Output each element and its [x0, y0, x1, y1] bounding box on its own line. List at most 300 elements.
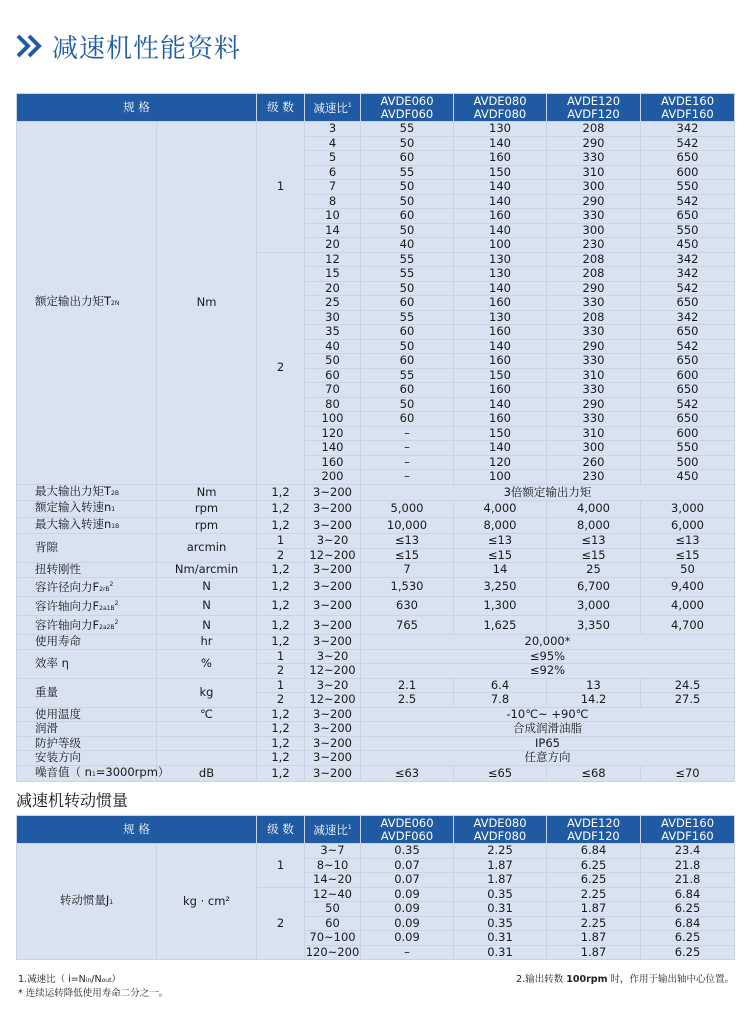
unit-cell: ℃ [157, 707, 257, 722]
double-chevron-right-icon [16, 34, 44, 58]
table-row [17, 707, 735, 722]
table-cell: 140 [305, 441, 361, 456]
unit-cell: N [157, 577, 257, 596]
table-cell: 650 [641, 354, 735, 369]
spec-label: 使用寿命 [17, 635, 157, 650]
table-cell: 120~200 [305, 944, 360, 959]
table-cell: 14 [454, 563, 547, 578]
table-cell: 208 [547, 252, 641, 267]
table-cell: 650 [641, 412, 735, 427]
table-cell: 542 [641, 194, 735, 209]
table-cell: 50 [641, 563, 735, 578]
table-cell: 310 [547, 426, 641, 441]
table-cell: 25 [547, 563, 641, 578]
table-cell: 3 [305, 122, 361, 137]
table-cell: 100 [454, 470, 547, 485]
table-cell: 55 [361, 368, 454, 383]
table-cell: 0.09 [361, 931, 454, 946]
table-cell: 2.25 [454, 844, 547, 859]
table-cell: 160 [305, 455, 361, 470]
unit-cell: Nm/arcmin [157, 563, 257, 578]
table-cell: 1,300 [454, 596, 547, 615]
table-row [17, 534, 735, 549]
footnote-life: * 连续运转降低使用寿命二分之一。 [18, 988, 169, 999]
table-cell: 60 [361, 325, 454, 340]
ratio-cell: 12~200 [305, 664, 361, 679]
stage-cell: 2 [257, 887, 305, 960]
table-cell: 330 [547, 354, 641, 369]
ratio-cell: 3~200 [305, 722, 361, 737]
table-cell: 4 [305, 136, 361, 151]
table-cell: 60 [361, 296, 454, 311]
table-row [17, 484, 735, 501]
table-cell: 208 [547, 267, 641, 282]
table-cell: 550 [641, 180, 735, 195]
spec-label: 效率 η [17, 649, 157, 678]
table-cell: 1.87 [547, 931, 641, 946]
table-cell: 290 [547, 281, 641, 296]
table-cell: 310 [547, 165, 641, 180]
table-row [17, 517, 735, 534]
table-cell: 6.25 [641, 902, 735, 917]
table-row [17, 501, 735, 518]
table-cell: 330 [547, 412, 641, 427]
ratio-cell: 3~200 [305, 616, 361, 635]
page-title-text: 减速机性能资料 [52, 33, 242, 64]
table-cell: 300 [547, 441, 641, 456]
table-cell: ≤15 [641, 548, 735, 563]
table-cell: 290 [547, 339, 641, 354]
table-cell: 15 [305, 267, 361, 282]
table-cell: 24.5 [641, 678, 735, 693]
table-cell: 630 [361, 596, 454, 615]
table-cell: 342 [641, 122, 735, 137]
table-cell: 160 [454, 383, 547, 398]
unit-cell: hr [157, 635, 257, 650]
stage-cell: 1,2 [257, 707, 305, 722]
header-model: AVDE060 AVDF060 [361, 816, 454, 844]
spec-label: 使用温度 [17, 707, 157, 722]
table-cell: 20 [305, 238, 361, 253]
unit-cell: kg · cm² [157, 844, 257, 960]
spec-label: 额定输出力矩T2N [17, 122, 157, 485]
table-cell: 140 [454, 281, 547, 296]
stage-cell: 1,2 [257, 563, 305, 578]
table-row [17, 751, 735, 766]
table-cell: 0.31 [454, 902, 547, 917]
table-cell: 60 [305, 916, 361, 931]
ratio-cell: 3~200 [305, 707, 361, 722]
table-cell: 50 [361, 397, 454, 412]
ratio-cell: 3~200 [305, 563, 361, 578]
unit-cell: N [157, 616, 257, 635]
unit-cell [157, 751, 257, 766]
table-cell: 50 [361, 223, 454, 238]
unit-cell: % [157, 649, 257, 678]
table-cell: 100 [454, 238, 547, 253]
table-cell: 50 [361, 194, 454, 209]
table-cell: 8,000 [547, 517, 641, 534]
table-cell: ≤15 [454, 548, 547, 563]
table-cell: 2.1 [361, 678, 454, 693]
table-cell: 300 [547, 180, 641, 195]
table-cell: 120 [305, 426, 361, 441]
stage-cell: 1 [257, 678, 305, 693]
table-cell: 600 [641, 368, 735, 383]
table-cell: 650 [641, 209, 735, 224]
table-cell: 200 [305, 470, 361, 485]
spec-label: 容许轴向力$F2a2B^2$ [17, 616, 157, 635]
table-cell: 50 [305, 354, 361, 369]
spec-label: 防护等级 [17, 736, 157, 751]
unit-cell: N [157, 596, 257, 615]
table-row [17, 678, 735, 693]
table-cell: 任意方向 [361, 751, 735, 766]
table-cell: 50 [305, 902, 361, 917]
spec-label: 扭转刚性 [17, 563, 157, 578]
stage-cell: 1,2 [257, 616, 305, 635]
page-title [16, 30, 241, 62]
table-cell: 40 [305, 339, 361, 354]
unit-cell: arcmin [157, 534, 257, 563]
stage-cell: 1 [257, 122, 305, 253]
table-cell: 140 [454, 441, 547, 456]
table-cell: 0.09 [361, 902, 454, 917]
stage-cell: 1,2 [257, 765, 305, 782]
table-cell: 40 [361, 238, 454, 253]
table-cell: 4,700 [641, 616, 735, 635]
table-cell: 130 [454, 122, 547, 137]
table-cell: 0.31 [454, 945, 547, 960]
stage-cell: 1 [257, 649, 305, 664]
table-cell: 70~100 [305, 931, 361, 946]
header-ratio: 减速比$^1$ [305, 94, 361, 122]
table-cell: 140 [454, 223, 547, 238]
table-cell: IP65 [361, 736, 735, 751]
table-row [17, 765, 735, 782]
table-cell: 0.07 [361, 873, 454, 888]
header-model: AVDE060 AVDF060 [361, 94, 454, 122]
header-model: AVDE080 AVDF080 [454, 816, 547, 844]
table-cell: – [361, 455, 454, 470]
spec-label: 转动惯量J1 [17, 844, 157, 960]
table-cell: 60 [361, 412, 454, 427]
spec-label: 容许径向力$F2rB^2$ [17, 577, 157, 596]
table-cell: 330 [547, 296, 641, 311]
table-cell: 6.25 [641, 931, 735, 946]
table-cell: ≤68 [547, 765, 641, 782]
table-cell: 150 [454, 426, 547, 441]
table-cell: 130 [454, 267, 547, 282]
table-cell: 342 [641, 252, 735, 267]
table-cell: 300 [547, 223, 641, 238]
table-cell: 10,000 [361, 517, 454, 534]
ratio-cell: 3~200 [305, 577, 361, 596]
table-cell: 合成润滑油脂 [361, 722, 735, 737]
table-cell: 8,000 [454, 517, 547, 534]
header-spec: 规 格 [17, 816, 257, 844]
table-cell: 650 [641, 151, 735, 166]
stage-cell: 1,2 [257, 501, 305, 518]
table-cell: 55 [361, 122, 454, 137]
spec-label: 安装方向 [17, 751, 157, 766]
table-cell: ≤15 [547, 548, 641, 563]
stage-cell: 1,2 [257, 596, 305, 615]
ratio-cell: 3~200 [305, 635, 361, 650]
table-cell: 4,000 [641, 596, 735, 615]
footnote-ratio: 1.减速比（ i=Nin/Nout） [18, 974, 121, 985]
unit-cell: Nm [157, 122, 257, 485]
table-cell: 55 [361, 267, 454, 282]
header-model: AVDE160 AVDF160 [641, 816, 735, 844]
stage-cell: 2 [257, 252, 305, 484]
ratio-cell: 3~20 [305, 649, 361, 664]
table-cell: 160 [454, 151, 547, 166]
table-cell: – [361, 470, 454, 485]
table-cell: ≤13 [361, 534, 454, 549]
table-cell: ≤13 [454, 534, 547, 549]
table-cell: 120 [454, 455, 547, 470]
table-row [17, 844, 735, 859]
table-cell: ≤95% [361, 649, 735, 664]
table-cell: 60 [361, 354, 454, 369]
table-cell: 6.25 [547, 858, 641, 873]
table-cell: 140 [454, 194, 547, 209]
inertia-table [16, 815, 735, 960]
ratio-cell: 3~20 [305, 534, 361, 549]
footnote-speed: 2.输出转数 100rpm 时，作用于输出轴中心位置。 [516, 974, 734, 985]
table-row [17, 736, 735, 751]
table-cell: 0.09 [361, 887, 454, 902]
table-cell: 60 [305, 368, 361, 383]
table-cell: 14.2 [547, 693, 641, 708]
ratio-cell: 12~200 [305, 693, 361, 708]
table-cell: 20 [305, 281, 361, 296]
table-cell: ≤13 [547, 534, 641, 549]
ratio-cell: 3~20 [305, 678, 361, 693]
table-cell: 600 [641, 165, 735, 180]
table-cell: 4,000 [454, 501, 547, 518]
table-cell: 0.35 [454, 916, 547, 931]
table-cell: 140 [454, 136, 547, 151]
table-row [17, 649, 735, 664]
table-cell: 12~40 [305, 887, 361, 902]
table-cell: 230 [547, 238, 641, 253]
unit-cell: rpm [157, 501, 257, 518]
header-stages: 级 数 [257, 94, 305, 122]
table-cell: ≤92% [361, 664, 735, 679]
table-cell: 5 [305, 151, 361, 166]
table-cell: 160 [454, 296, 547, 311]
table-cell: 0.09 [361, 916, 454, 931]
table-cell: 1,625 [454, 616, 547, 635]
table-cell: 342 [641, 267, 735, 282]
table-cell: 60 [361, 151, 454, 166]
table-cell: 1.87 [547, 902, 641, 917]
table-cell: 450 [641, 470, 735, 485]
table-cell: ≤13 [641, 534, 735, 549]
header-model: AVDE080 AVDF080 [454, 94, 547, 122]
table-cell: 100 [305, 412, 361, 427]
table-cell: ≤65 [454, 765, 547, 782]
table-cell: 160 [454, 325, 547, 340]
header-model: AVDE120 AVDF120 [547, 816, 641, 844]
table-cell: 3倍额定输出力矩 [361, 484, 735, 501]
table-cell: 55 [361, 252, 454, 267]
table-cell: 330 [547, 209, 641, 224]
header-model: AVDE160 AVDF160 [641, 94, 735, 122]
table-cell: – [361, 426, 454, 441]
table-cell: 6.84 [641, 916, 735, 931]
table-cell: 140 [454, 397, 547, 412]
table-cell: 765 [361, 616, 454, 635]
ratio-cell: 3~200 [305, 596, 361, 615]
table-cell: 230 [547, 470, 641, 485]
table-cell: 1,530 [361, 577, 454, 596]
unit-cell: kg [157, 678, 257, 707]
inertia-section-title: 减速机转动惯量 [16, 791, 129, 810]
table-cell: 60 [361, 209, 454, 224]
stage-cell: 2 [257, 693, 305, 708]
stage-cell: 1 [257, 844, 305, 888]
table-cell: 8~10 [305, 858, 361, 873]
table-cell: ≤70 [641, 765, 735, 782]
table-cell: 55 [361, 310, 454, 325]
table-cell: 50 [361, 136, 454, 151]
table-cell: 20,000* [361, 635, 735, 650]
spec-label: 最大输入转速n1B [17, 517, 157, 534]
table-cell: 130 [454, 252, 547, 267]
stage-cell: 1,2 [257, 751, 305, 766]
table-cell: 9,400 [641, 577, 735, 596]
table-cell: 6.25 [547, 873, 641, 888]
table-cell: 14~20 [305, 873, 361, 888]
table-cell: 7 [361, 563, 454, 578]
table-cell: 2.25 [547, 916, 641, 931]
table-cell: 3,250 [454, 577, 547, 596]
table-cell: 550 [641, 223, 735, 238]
table-cell: ≤63 [361, 765, 454, 782]
ratio-cell: 3~200 [305, 751, 361, 766]
table-cell: 2.25 [547, 887, 641, 902]
table-cell: 6 [305, 165, 361, 180]
unit-cell [157, 722, 257, 737]
table-cell: 13 [547, 678, 641, 693]
table-cell: 4,000 [547, 501, 641, 518]
table-cell: 6.25 [641, 945, 735, 960]
table-cell: 542 [641, 339, 735, 354]
table-cell: 12 [305, 252, 361, 267]
table-cell: 330 [547, 151, 641, 166]
stage-cell: 1,2 [257, 635, 305, 650]
table-cell: 650 [641, 383, 735, 398]
table-cell: 310 [547, 368, 641, 383]
header-model: AVDE120 AVDF120 [547, 94, 641, 122]
table-cell: 140 [454, 339, 547, 354]
stage-cell: 2 [257, 664, 305, 679]
table-cell: 8 [305, 194, 361, 209]
spec-label: 重量 [17, 678, 157, 707]
table-cell: 542 [641, 397, 735, 412]
table-cell: 25 [305, 296, 361, 311]
stage-cell: 1,2 [257, 517, 305, 534]
table-cell: 10 [305, 209, 361, 224]
table-cell: 21.8 [641, 873, 735, 888]
table-cell: 290 [547, 136, 641, 151]
table-cell: 600 [641, 426, 735, 441]
table-cell: – [361, 945, 454, 960]
header-spec: 规 格 [17, 94, 257, 122]
unit-cell: rpm [157, 517, 257, 534]
table-cell: 5,000 [361, 501, 454, 518]
table-cell: 260 [547, 455, 641, 470]
table-cell: 6.4 [454, 678, 547, 693]
table-row [17, 722, 735, 737]
unit-cell: dB [157, 765, 257, 782]
table-cell: 160 [454, 354, 547, 369]
header-ratio: 减速比$^1$ [305, 816, 361, 844]
table-cell: 208 [547, 310, 641, 325]
table-cell: 55 [361, 165, 454, 180]
ratio-cell: 3~200 [305, 501, 361, 518]
table-cell: 3~7 [305, 844, 361, 859]
table-cell: 290 [547, 194, 641, 209]
table-cell: 3,000 [641, 501, 735, 518]
table-cell: 7 [305, 180, 361, 195]
unit-cell [157, 736, 257, 751]
table-cell: 290 [547, 397, 641, 412]
stage-cell: 1,2 [257, 484, 305, 501]
table-cell: 500 [641, 455, 735, 470]
table-cell: 3,000 [547, 596, 641, 615]
table-cell: 140 [454, 180, 547, 195]
table-cell: 35 [305, 325, 361, 340]
spec-label: 额定输入转速n1 [17, 501, 157, 518]
table-row [17, 577, 735, 596]
stage-cell: 2 [257, 548, 305, 563]
table-cell: 14 [305, 223, 361, 238]
table-cell: 60 [361, 383, 454, 398]
table-cell: 542 [641, 281, 735, 296]
table-cell: 2.5 [361, 693, 454, 708]
ratio-cell: 3~200 [305, 765, 361, 782]
table-row [17, 122, 735, 137]
table-cell: 208 [547, 122, 641, 137]
table-cell: 21.8 [641, 858, 735, 873]
table-cell: 70 [305, 383, 361, 398]
table-cell: ≤15 [361, 548, 454, 563]
table-header-row [17, 816, 735, 844]
stage-cell: 1,2 [257, 722, 305, 737]
table-cell: 150 [454, 165, 547, 180]
spec-label: 最大输出力矩T2B [17, 484, 157, 501]
table-cell: 50 [361, 281, 454, 296]
table-cell: 0.35 [361, 844, 454, 859]
ratio-cell: 12~200 [305, 548, 361, 563]
table-cell: 6,700 [547, 577, 641, 596]
ratio-cell: 3~200 [305, 517, 361, 534]
table-cell: 6,000 [641, 517, 735, 534]
table-row [17, 635, 735, 650]
spec-label: 润滑 [17, 722, 157, 737]
table-cell: 150 [454, 368, 547, 383]
table-cell: -10℃~ +90℃ [361, 707, 735, 722]
performance-table [16, 93, 735, 782]
table-cell: – [361, 441, 454, 456]
table-cell: 550 [641, 441, 735, 456]
table-cell: 0.31 [454, 931, 547, 946]
table-cell: 50 [361, 180, 454, 195]
